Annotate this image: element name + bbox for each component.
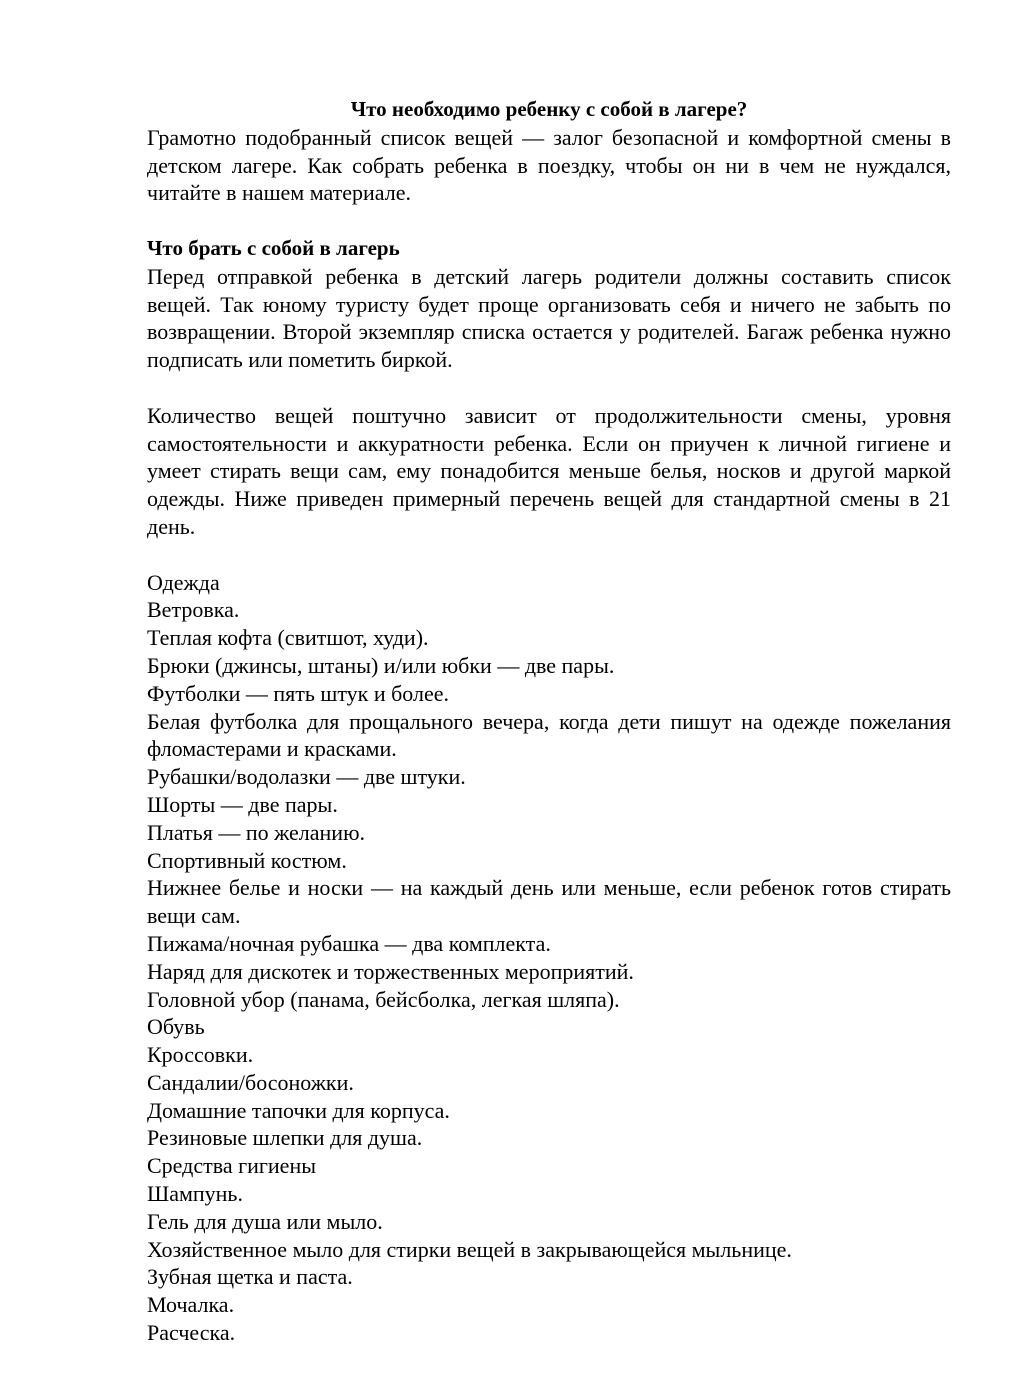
footwear-heading: Обувь — [147, 1014, 205, 1040]
list-item: Рубашки/водолазки — две штуки. — [147, 764, 466, 790]
hygiene-heading: Средства гигиены — [147, 1153, 316, 1179]
list-item: Ветровка. — [147, 597, 240, 623]
list-item: Гель для душа или мыло. — [147, 1208, 383, 1234]
list-item: Пижама/ночная рубашка — два комплекта. — [147, 930, 551, 956]
spacer — [147, 207, 951, 235]
list-item: Мочалка. — [147, 1292, 235, 1318]
list-item: Футболки — пять штук и более. — [147, 680, 450, 706]
list-item: Домашние тапочки для корпуса. — [147, 1097, 450, 1123]
list-item: Резиновые шлепки для душа. — [147, 1125, 423, 1151]
section-heading: Что брать с собой в лагерь — [147, 235, 400, 260]
list-item: Хозяйственное мыло для стирки вещей в закрывающейся мыльнице. — [147, 1236, 792, 1262]
footwear-list — [147, 1041, 951, 1152]
list-item: Головной убор (панама, бейсболка, легкая шляпа). — [147, 986, 620, 1012]
document-title: Что необходимо ребенку с собой в лагере? — [350, 97, 748, 121]
clothing-heading: Одежда — [147, 569, 220, 595]
list-item: Шампунь. — [147, 1181, 243, 1207]
intro-paragraph: Грамотно подобранный список вещей — залог безопасной и комфортной смены в детском лагере. Как собрать ребенка в поездку, чтобы он ни в чем не нуждался, читайте в нашем материале. — [147, 124, 951, 206]
spacer — [147, 374, 951, 402]
section-paragraph-2: Количество вещей поштучно зависит от продолжительности смены, уровня самостоятельности и аккуратности ребенка. Если он приучен к личной гигиене и умеет стирать вещи сам, ему понадобится меньше белья, носков и другой маркой одежды. Ниже приведен примерный перечень вещей для стандартной смены в 21 день. — [147, 402, 951, 539]
spacer — [147, 541, 951, 569]
list-item: Расческа. — [147, 1320, 236, 1346]
section-paragraph-1: Перед отправкой ребенка в детский лагерь родители должны составить список вещей. Так юному туристу будет проще организовать себя и ничего не забыть по возвращении. Второй экземпляр списка остается у родителей. Багаж ребенка нужно подписать или пометить биркой. — [147, 263, 951, 373]
document-page — [147, 96, 951, 1347]
list-item: Сандалии/босоножки. — [147, 1069, 354, 1095]
list-item: Зубная щетка и паста. — [147, 1264, 353, 1290]
list-item: Платья — по желанию. — [147, 819, 366, 845]
list-item: Шорты — две пары. — [147, 791, 338, 817]
list-item: Нижнее белье и носки — на каждый день или меньше, если ребенок готов стирать вещи сам. — [147, 875, 951, 929]
list-item: Белая футболка для прощального вечера, когда дети пишут на одежде пожелания фломастерами и красками. — [147, 708, 951, 762]
list-item: Брюки (джинсы, штаны) и/или юбки — две пары. — [147, 652, 615, 678]
clothing-list — [147, 596, 951, 1013]
list-item: Спортивный костюм. — [147, 847, 347, 873]
list-item: Теплая кофта (свитшот, худи). — [147, 625, 429, 651]
hygiene-list — [147, 1180, 951, 1347]
list-item: Кроссовки. — [147, 1042, 254, 1068]
list-item: Наряд для дискотек и торжественных мероприятий. — [147, 958, 634, 984]
